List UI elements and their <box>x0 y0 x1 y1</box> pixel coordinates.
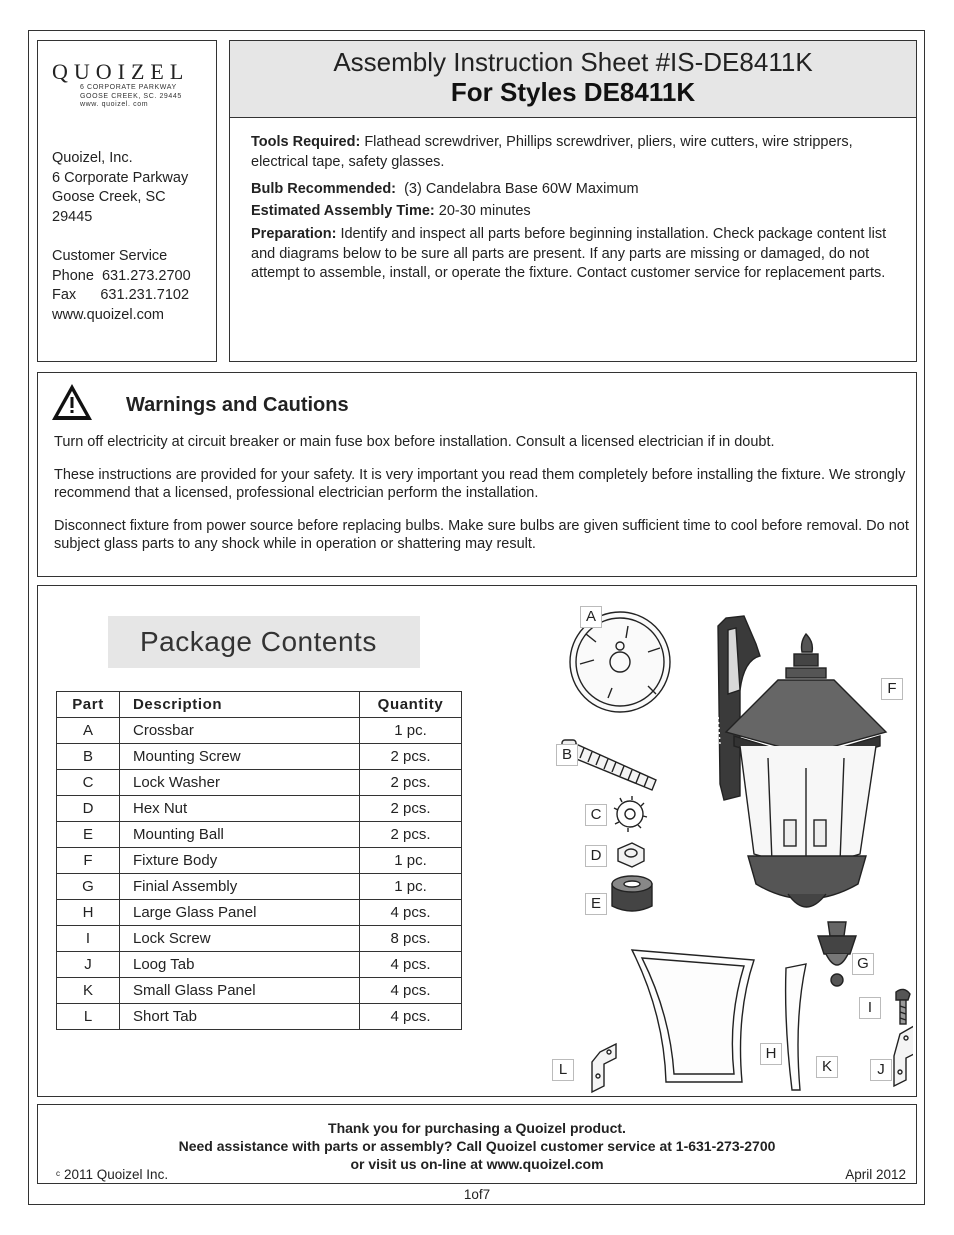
header-quantity: Quantity <box>360 692 462 718</box>
package-contents-panel <box>37 585 917 1097</box>
warnings-text <box>54 433 909 568</box>
cell-description: Fixture Body <box>120 848 360 874</box>
cell-description: Crossbar <box>120 718 360 744</box>
cell-part: A <box>57 718 120 744</box>
issue-date: April 2012 <box>845 1167 906 1182</box>
cell-quantity: 4 pcs. <box>360 952 462 978</box>
cell-quantity: 1 pc. <box>360 718 462 744</box>
header-description: Description <box>120 692 360 718</box>
cell-part: I <box>57 926 120 952</box>
cell-description: Mounting Ball <box>120 822 360 848</box>
lock-washer-icon <box>614 796 647 832</box>
diagram-label-f: F <box>881 678 903 700</box>
cell-description: Small Glass Panel <box>120 978 360 1004</box>
cell-part: L <box>57 1004 120 1030</box>
cell-quantity: 4 pcs. <box>360 1004 462 1030</box>
diagram-label-k: K <box>816 1056 838 1078</box>
parts-diagram <box>508 594 913 1094</box>
preparation: Preparation: Identify and inspect all parts before beginning installation. Check package content list and diagrams below to be sure all parts are present. If any parts are missing or damaged, do not attempt to assemble, install, or operate the fixture. Contact customer service for replacement parts. <box>251 226 887 281</box>
long-tab-icon <box>894 1026 913 1086</box>
table-row <box>57 1004 462 1030</box>
cell-description: Short Tab <box>120 1004 360 1030</box>
thank-you-message: Thank you for purchasing a Quoizel product. Need assistance with parts or assembly? Call Quoizel customer service at 1-631-273-2700 or visit us on-line at www.quoizel.com <box>178 1120 776 1172</box>
cell-quantity: 4 pcs. <box>360 978 462 1004</box>
diagram-label-j: J <box>870 1059 892 1081</box>
tools-required: Tools Required: Flathead screwdriver, Phillips screwdriver, pliers, wire cutters, wire strippers, electrical tape, safety glasses. <box>251 134 853 170</box>
table-row <box>57 718 462 744</box>
table-row <box>57 926 462 952</box>
diagram-label-h: H <box>760 1043 782 1065</box>
cell-quantity: 4 pcs. <box>360 900 462 926</box>
hex-nut-icon <box>618 843 644 867</box>
diagram-label-a: A <box>580 606 602 628</box>
cell-part: K <box>57 978 120 1004</box>
title-panel <box>229 40 917 362</box>
parts-table <box>56 691 462 1030</box>
cell-description: Mounting Screw <box>120 744 360 770</box>
cell-description: Hex Nut <box>120 796 360 822</box>
cell-quantity: 1 pc. <box>360 874 462 900</box>
table-row <box>57 744 462 770</box>
table-row <box>57 770 462 796</box>
cell-quantity: 2 pcs. <box>360 744 462 770</box>
parts-illustration <box>508 594 913 1094</box>
warning-paragraph: Disconnect fixture from power source before replacing bulbs. Make sure bulbs are given sufficient time to cool before removal. Do not subject glass parts to any shock while in operation or shattering may result. <box>54 518 909 552</box>
small-glass-panel-icon <box>786 964 806 1090</box>
style-subtitle: For Styles DE8411K <box>450 77 696 107</box>
diagram-label-b: B <box>556 744 578 766</box>
table-row <box>57 900 462 926</box>
cell-part: D <box>57 796 120 822</box>
company-name: Quoizel, Inc. <box>52 150 133 166</box>
page-title: Assembly Instruction Sheet #IS-DE8411K <box>333 47 813 77</box>
fixture-body-icon <box>718 616 886 907</box>
cell-part: G <box>57 874 120 900</box>
cell-part: E <box>57 822 120 848</box>
contact-info <box>52 149 191 325</box>
diagram-label-d: D <box>585 845 607 867</box>
copyright: $^c$ 2011 Quoizel Inc. <box>56 1167 169 1182</box>
finial-assembly-icon <box>818 922 856 986</box>
service-label: Customer Service <box>52 248 168 264</box>
title-band <box>230 41 916 118</box>
logo-address: 6 CORPORATE PARKWAY GOOSE CREEK, SC. 29445 www. quoizel. com <box>80 84 182 108</box>
cell-quantity: 2 pcs. <box>360 796 462 822</box>
cell-part: F <box>57 848 120 874</box>
cell-description: Lock Screw <box>120 926 360 952</box>
warning-paragraph: Turn off electricity at circuit breaker or main fuse box before installation. Consult a licensed electrician if in doubt. <box>54 434 775 450</box>
table-row <box>57 822 462 848</box>
table-header-row <box>57 692 462 718</box>
footer-panel <box>37 1104 917 1184</box>
cell-quantity: 2 pcs. <box>360 770 462 796</box>
cell-description: Loog Tab <box>120 952 360 978</box>
cell-description: Large Glass Panel <box>120 900 360 926</box>
requirements-section <box>251 133 906 292</box>
table-row <box>57 978 462 1004</box>
diagram-label-c: C <box>585 804 607 826</box>
lock-screw-icon <box>896 989 910 1024</box>
cell-part: C <box>57 770 120 796</box>
cell-description: Finial Assembly <box>120 874 360 900</box>
bulb-recommended: Bulb Recommended: (3) Candelabra Base 60W Maximum <box>251 181 639 197</box>
package-contents-title: Package Contents <box>108 616 420 668</box>
logo-contact-panel <box>37 40 217 362</box>
table-row <box>57 874 462 900</box>
cell-part: J <box>57 952 120 978</box>
warnings-panel <box>37 372 917 577</box>
cell-part: H <box>57 900 120 926</box>
page-number: 1of7 <box>463 1187 491 1202</box>
warning-triangle-icon <box>51 383 93 421</box>
city-state: Goose Creek, SC <box>52 189 166 205</box>
cell-description: Lock Washer <box>120 770 360 796</box>
mounting-ball-icon <box>612 876 652 911</box>
table-row <box>57 952 462 978</box>
short-tab-icon <box>592 1044 616 1092</box>
diagram-label-l: L <box>552 1059 574 1081</box>
copyright-icon: c <box>56 1169 60 1178</box>
phone-number: Phone 631.273.2700 <box>52 267 191 284</box>
table-row <box>57 796 462 822</box>
header-part: Part <box>57 692 120 718</box>
cell-quantity: 2 pcs. <box>360 822 462 848</box>
table-row <box>57 848 462 874</box>
diagram-label-i: I <box>859 997 881 1019</box>
quoizel-logo: QUOIZEL <box>52 59 190 84</box>
zip-code: 29445 <box>52 208 93 225</box>
diagram-label-g: G <box>852 953 874 975</box>
warning-paragraph: These instructions are provided for your safety. It is very important you read them completely before installing the fixture. We strongly recommend that a licensed, professional electrician perform the installation. <box>54 467 906 501</box>
diagram-label-e: E <box>585 893 607 915</box>
cell-quantity: 8 pcs. <box>360 926 462 952</box>
cell-part: B <box>57 744 120 770</box>
website-link[interactable]: www.quoizel.com <box>52 306 165 323</box>
warnings-title: Warnings and Cautions <box>126 394 349 416</box>
cell-quantity: 1 pc. <box>360 848 462 874</box>
assembly-time: Estimated Assembly Time: 20-30 minutes <box>251 202 531 219</box>
large-glass-panel-icon <box>632 950 754 1082</box>
street-address: 6 Corporate Parkway <box>52 169 189 186</box>
fax-number: Fax 631.231.7102 <box>52 287 190 303</box>
